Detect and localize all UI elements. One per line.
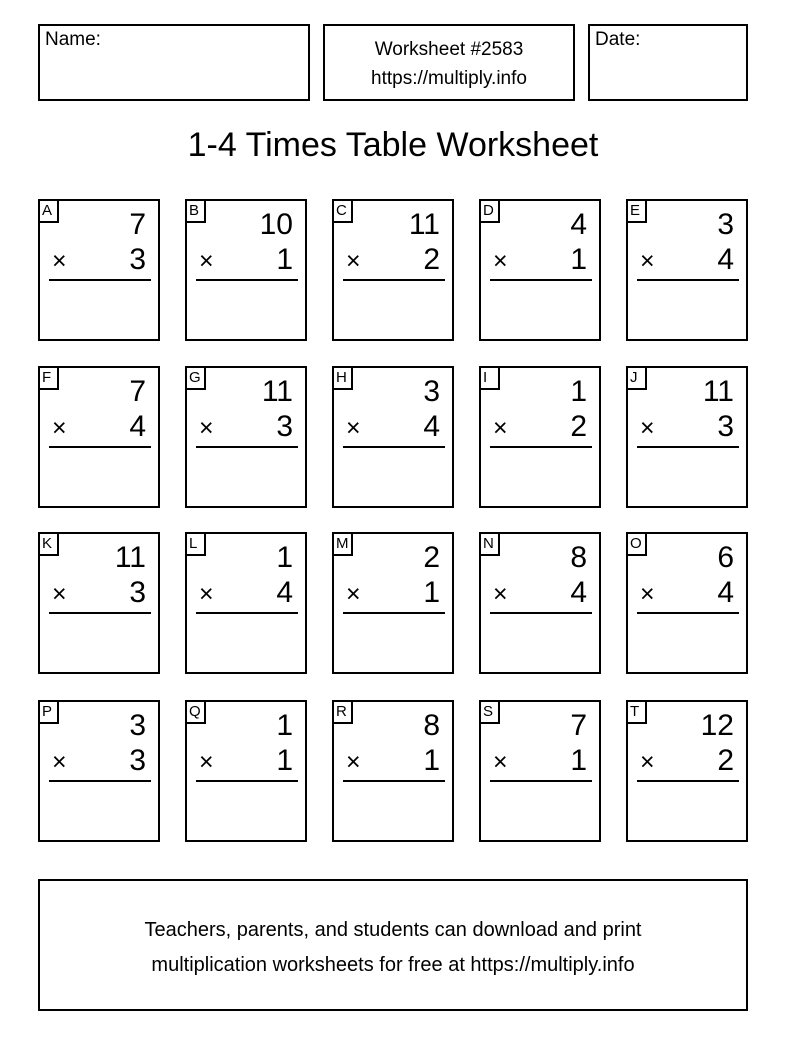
problem-letter: E (626, 199, 647, 223)
problem-multiplicand: 8 (570, 541, 587, 574)
problem-multiplier: 1 (570, 744, 587, 777)
problem-card (479, 199, 601, 341)
problem-letter: L (185, 532, 206, 556)
answer-line (196, 279, 298, 281)
name-label: Name: (45, 29, 101, 50)
problem-card (185, 199, 307, 341)
problem-letter: S (479, 700, 500, 724)
answer-line (49, 780, 151, 782)
multiply-sign: × (199, 748, 214, 776)
multiply-sign: × (52, 414, 67, 442)
problem-multiplicand: 12 (700, 709, 734, 742)
multiply-sign: × (346, 247, 361, 275)
answer-line (343, 780, 445, 782)
name-field-box (38, 24, 310, 101)
problem-multiplicand: 1 (276, 541, 293, 574)
problem-multiplier: 1 (423, 744, 440, 777)
problem-multiplicand: 2 (423, 541, 440, 574)
problem-letter: Q (185, 700, 206, 724)
footer-line-2: multiplication worksheets for free at https://multiply.info (151, 954, 635, 976)
problem-multiplier: 4 (717, 243, 734, 276)
answer-line (490, 612, 592, 614)
problem-multiplicand: 7 (570, 709, 587, 742)
problem-letter: O (626, 532, 647, 556)
answer-line (490, 780, 592, 782)
answer-line (196, 446, 298, 448)
problem-card (38, 366, 160, 508)
multiply-sign: × (493, 414, 508, 442)
multiply-sign: × (640, 247, 655, 275)
problem-multiplier: 3 (129, 243, 146, 276)
multiply-sign: × (346, 580, 361, 608)
problem-multiplier: 4 (423, 410, 440, 443)
answer-line (343, 279, 445, 281)
answer-line (343, 612, 445, 614)
multiply-sign: × (346, 414, 361, 442)
answer-line (49, 446, 151, 448)
answer-line (637, 780, 739, 782)
problem-multiplier: 3 (276, 410, 293, 443)
problem-multiplier: 4 (276, 576, 293, 609)
multiply-sign: × (199, 414, 214, 442)
date-field-box (588, 24, 748, 101)
problem-letter: C (332, 199, 353, 223)
multiply-sign: × (640, 748, 655, 776)
problem-letter: J (626, 366, 647, 390)
problem-multiplicand: 3 (129, 709, 146, 742)
problem-card (332, 700, 454, 842)
worksheet-id-box (323, 24, 575, 101)
problem-letter: B (185, 199, 206, 223)
problem-multiplier: 4 (570, 576, 587, 609)
problem-multiplier: 1 (276, 243, 293, 276)
problem-letter: D (479, 199, 500, 223)
multiply-sign: × (493, 748, 508, 776)
worksheet-site-url: https://multiply.info (371, 68, 527, 89)
problem-letter: P (38, 700, 59, 724)
problem-card (626, 199, 748, 341)
multiply-sign: × (52, 247, 67, 275)
problem-letter: N (479, 532, 500, 556)
problem-card (38, 700, 160, 842)
problem-card (185, 532, 307, 674)
answer-line (490, 446, 592, 448)
problem-letter: M (332, 532, 353, 556)
answer-line (490, 279, 592, 281)
problem-card (626, 366, 748, 508)
problem-letter: G (185, 366, 206, 390)
problem-multiplier: 3 (129, 744, 146, 777)
problem-letter: T (626, 700, 647, 724)
problem-letter: A (38, 199, 59, 223)
problem-multiplicand: 11 (702, 375, 734, 408)
problem-card (479, 532, 601, 674)
problem-card (332, 532, 454, 674)
worksheet-title: 1-4 Times Table Worksheet (187, 126, 599, 164)
footer-line-1: Teachers, parents, and students can download and print (144, 919, 642, 941)
problem-letter: F (38, 366, 59, 390)
multiply-sign: × (52, 580, 67, 608)
multiply-sign: × (199, 580, 214, 608)
multiply-sign: × (493, 580, 508, 608)
problem-multiplicand: 6 (717, 541, 734, 574)
answer-line (637, 279, 739, 281)
problem-multiplier: 1 (423, 576, 440, 609)
problem-multiplicand: 1 (276, 709, 293, 742)
multiply-sign: × (346, 748, 361, 776)
answer-line (196, 612, 298, 614)
problem-multiplicand: 11 (114, 541, 146, 574)
worksheet-number: Worksheet #2583 (374, 39, 524, 60)
answer-line (637, 612, 739, 614)
problem-multiplicand: 4 (570, 208, 587, 241)
problem-card (626, 532, 748, 674)
problem-multiplier: 1 (570, 243, 587, 276)
problem-card (332, 366, 454, 508)
problem-multiplier: 4 (129, 410, 146, 443)
footer-box (38, 879, 748, 1011)
problem-letter: K (38, 532, 59, 556)
problem-multiplier: 2 (717, 744, 734, 777)
multiply-sign: × (493, 247, 508, 275)
multiply-sign: × (52, 748, 67, 776)
answer-line (196, 780, 298, 782)
multiply-sign: × (199, 247, 214, 275)
problem-multiplier: 4 (717, 576, 734, 609)
multiply-sign: × (640, 580, 655, 608)
answer-line (343, 446, 445, 448)
problem-letter: H (332, 366, 353, 390)
problem-card (185, 366, 307, 508)
problem-card (332, 199, 454, 341)
problem-card (479, 700, 601, 842)
answer-line (49, 279, 151, 281)
problem-multiplicand: 8 (423, 709, 440, 742)
problem-multiplier: 3 (717, 410, 734, 443)
problem-multiplicand: 3 (717, 208, 734, 241)
problem-card (626, 700, 748, 842)
date-label: Date: (595, 29, 641, 50)
problem-card (185, 700, 307, 842)
problem-multiplicand: 11 (261, 375, 293, 408)
problem-letter: I (479, 366, 500, 390)
problem-letter: R (332, 700, 353, 724)
problem-multiplicand: 7 (129, 375, 146, 408)
multiply-sign: × (640, 414, 655, 442)
problem-card (479, 366, 601, 508)
answer-line (49, 612, 151, 614)
problem-card (38, 532, 160, 674)
problem-multiplicand: 3 (423, 375, 440, 408)
problem-multiplicand: 7 (129, 208, 146, 241)
problem-card (38, 199, 160, 341)
problem-multiplier: 2 (570, 410, 587, 443)
problem-multiplier: 3 (129, 576, 146, 609)
problem-multiplier: 1 (276, 744, 293, 777)
problem-multiplier: 2 (423, 243, 440, 276)
answer-line (637, 446, 739, 448)
problem-multiplicand: 1 (570, 375, 587, 408)
problem-multiplicand: 11 (408, 208, 440, 241)
problem-multiplicand: 10 (259, 208, 293, 241)
